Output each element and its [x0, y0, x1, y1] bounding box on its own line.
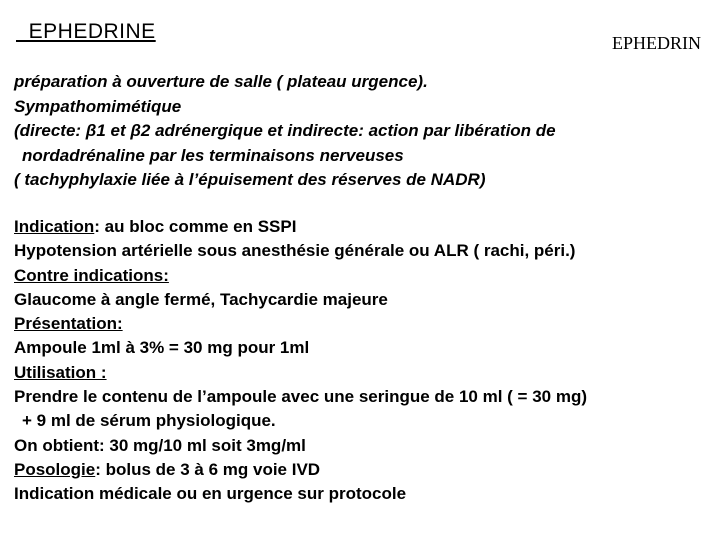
intro-line: (directe: β1 et β2 adrénergique et indirecte: action par libération de: [14, 121, 556, 140]
utilisation-line: + 9 ml de sérum physiologique.: [22, 411, 276, 431]
utilisation-label: Utilisation :: [14, 362, 107, 382]
utilisation-line: Prendre le contenu de l’ampoule avec une seringue de 10 ml ( = 30 mg): [14, 387, 587, 407]
contre-indications-text: Glaucome à angle fermé, Tachycardie majeure: [14, 289, 388, 309]
intro-line: Sympathomimétique: [14, 96, 182, 116]
intro-line: préparation à ouverture de salle ( plateau urgence).: [14, 72, 428, 91]
presentation-label: Présentation:: [14, 314, 123, 334]
intro-line: ( tachyphylaxie liée à l’épuisement des réserves de NADR): [14, 170, 486, 189]
contre-indications-label: Contre indications:: [14, 265, 169, 285]
protocol-line: Indication médicale ou en urgence sur protocole: [14, 484, 407, 504]
posologie-text: : bolus de 3 à 6 mg voie IVD: [95, 459, 321, 479]
body-block: [14, 215, 587, 507]
header-title-right: EPHEDRIN: [612, 33, 701, 53]
hypotension-line: Hypotension artérielle sous anesthésie générale ou ALR ( rachi, péri.): [14, 241, 576, 261]
posologie-label: Posologie: [14, 459, 96, 479]
page-title: EPHEDRINE: [16, 20, 156, 43]
indication-line: [14, 215, 587, 239]
presentation-text: Ampoule 1ml à 3% = 30 mg pour 1ml: [14, 338, 310, 358]
intro-line: nordadrénaline par les terminaisons nerveuses: [22, 145, 404, 165]
intro-block: [14, 70, 556, 193]
indication-label: Indication: [14, 217, 95, 236]
posologie-line: [14, 458, 587, 482]
utilisation-line: On obtient: 30 mg/10 ml soit 3mg/ml: [14, 435, 306, 455]
indication-text: : au bloc comme en SSPI: [94, 217, 297, 236]
